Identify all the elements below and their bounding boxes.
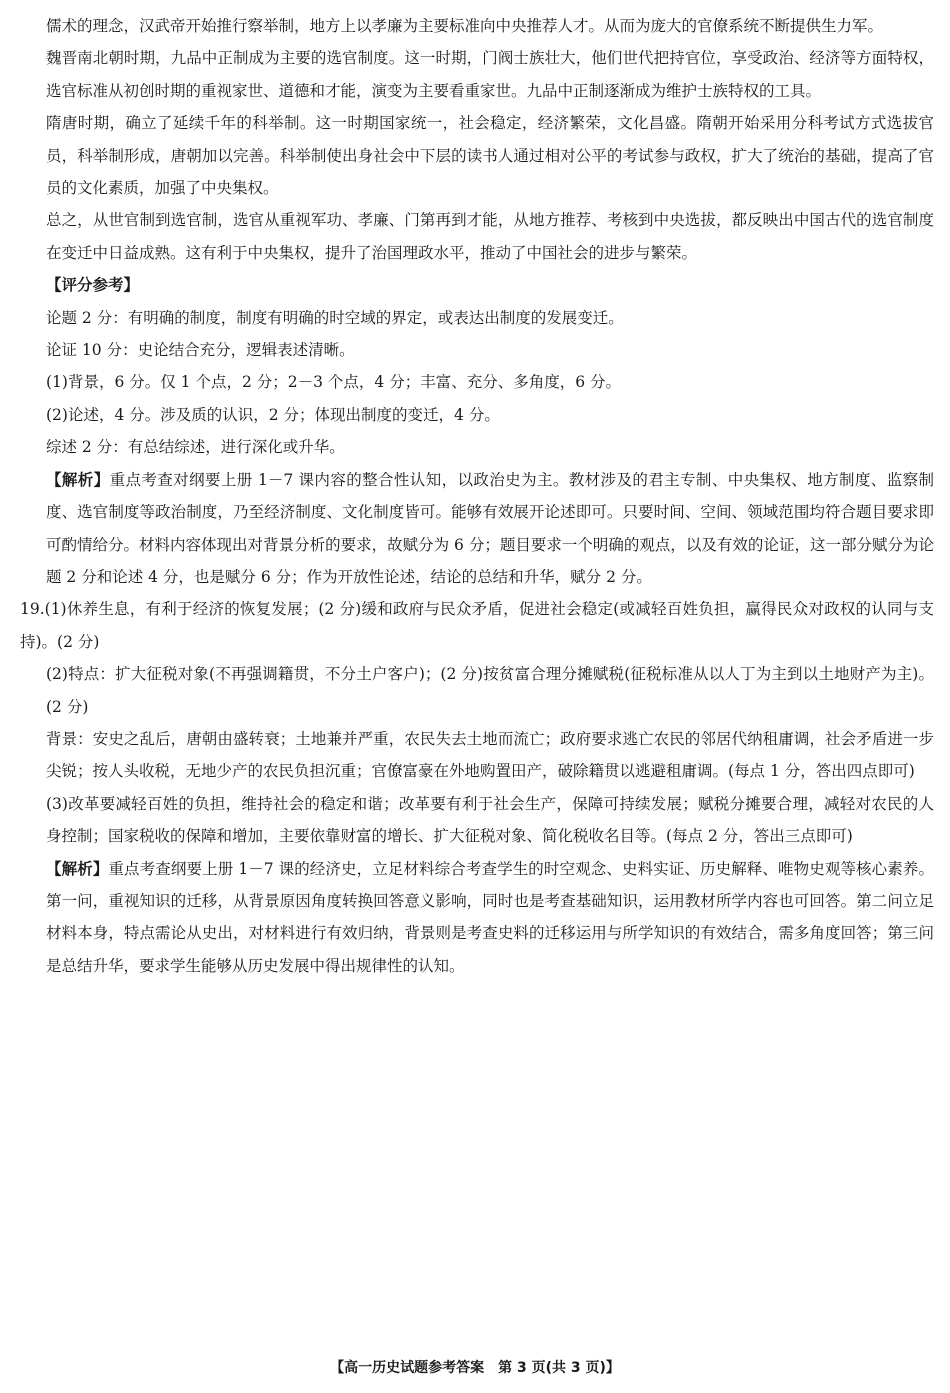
scoring-reference-heading: 【评分参考】 bbox=[46, 276, 140, 295]
paragraph-chaju: 儒术的理念，汉武帝开始推行察举制，地方上以孝廉为主要标准向中央推荐人才。从而为庞大的官僚系统不断提供生力军。 bbox=[46, 17, 884, 35]
scoring-discussion: (2)论述，4 分。涉及质的认识，2 分；体现出制度的变迁，4 分。 bbox=[46, 405, 500, 424]
paragraph-jiupin: 魏晋南北朝时期，九品中正制成为主要的选官制度。这一时期，门阀士族壮大，他们世代把持官位，享受政治、经济等方面特权，选官标准从初创时期的重视家世、道德和才能，演变为主要看重家世。九品中正制逐渐成为维护士族特权的工具。 bbox=[46, 49, 934, 100]
scoring-background: (1)背景，6 分。仅 1 个点，2 分；2－3 个点，4 分；丰富、充分、多角度，6 分。 bbox=[46, 373, 621, 392]
paragraph-summary: 总之，从世官制到选官制，选官从重视军功、孝廉、门第再到才能，从地方推荐、考核到中央选拔，都反映出中国古代的选官制度在变迁中日益成熟。这有利于中央集权，提升了治国理政水平，推动了中国社会的进步与繁荣。 bbox=[46, 211, 934, 262]
question-19-part-1: 19.(1)休养生息，有利于经济的恢复发展；(2 分)缓和政府与民众矛盾，促进社会稳定(或减轻百姓负担，赢得民众对政权的认同与支持)。(2 分) bbox=[20, 600, 934, 651]
question-19-part-2-features: (2)特点：扩大征税对象(不再强调籍贯，不分土户客户)；(2 分)按贫富合理分摊赋税(征税标准从以人丁为主到以土地财产为主)。(2 分) bbox=[46, 665, 934, 716]
scoring-conclusion: 综述 2 分：有总结综述，进行深化或升华。 bbox=[46, 438, 345, 457]
scoring-thesis: 论题 2 分：有明确的制度，制度有明确的时空域的界定，或表达出制度的发展变迁。 bbox=[46, 308, 624, 327]
page-footer: 【高一历史试题参考答案 第 3 页(共 3 页)】 bbox=[330, 1360, 620, 1376]
answer-content bbox=[20, 10, 934, 982]
question-19-part-2-background: 背景：安史之乱后，唐朝由盛转衰；土地兼并严重，农民失去土地而流亡；政府要求逃亡农民的邻居代纳租庸调，社会矛盾进一步尖锐；按人头收税，无地少产的农民负担沉重；官僚富豪在外地购置田产，破除籍贯以逃避租庸调。(每点 1 分，答出四点即可) bbox=[46, 729, 934, 781]
analysis-18: 【解析】重点考查对纲要上册 1－7 课内容的整合性认知，以政治史为主。教材涉及的君主专制、中央集权、地方制度、监察制度、选官制度等政治制度，乃至经济制度、文化制度皆可。能够有效展开论述即可。只要时间、空间、领域范围均符合题目要求即可酌情给分。材料内容体现出对背景分析的要求，故赋分为 6 分；题目要求一个明确的观点，以及有效的论证，这一部分赋分为论题 2 分和论述 4 分，也是赋分 6 分；作为开放性论述，结论的总结和升华，赋分 2 分。 bbox=[46, 470, 934, 586]
analysis-19: 【解析】重点考查纲要上册 1－7 课的经济史，立足材料综合考查学生的时空观念、史料实证、历史解释、唯物史观等核心素养。第一问，重视知识的迁移，从背景原因角度转换回答意义影响，同时也是考查基础知识，运用教材所学内容也可回答。第二问立足材料本身，特点需论从史出，对材料进行有效归纳，背景则是考查史料的迁移运用与所学知识的有效结合，需多角度回答；第三问是总结升华，要求学生能够从历史发展中得出规律性的认知。 bbox=[46, 859, 934, 975]
paragraph-keju: 隋唐时期，确立了延续千年的科举制。这一时期国家统一，社会稳定，经济繁荣，文化昌盛。隋朝开始采用分科考试方式选拔官员，科举制形成，唐朝加以完善。科举制使出身社会中下层的读书人通过相对公平的考试参与政权，扩大了统治的基础，提高了官员的文化素质，加强了中央集权。 bbox=[46, 114, 934, 198]
question-19-part-3: (3)改革要减轻百姓的负担，维持社会的稳定和谐；改革要有利于社会生产，保障可持续发展；赋税分摊要合理，减轻对农民的人身控制；国家税收的保障和增加，主要依靠财富的增长、扩大征税对象、简化税收名目等。(每点 2 分，答出三点即可) bbox=[46, 794, 934, 846]
scoring-argument: 论证 10 分：史论结合充分，逻辑表述清晰。 bbox=[46, 341, 355, 360]
